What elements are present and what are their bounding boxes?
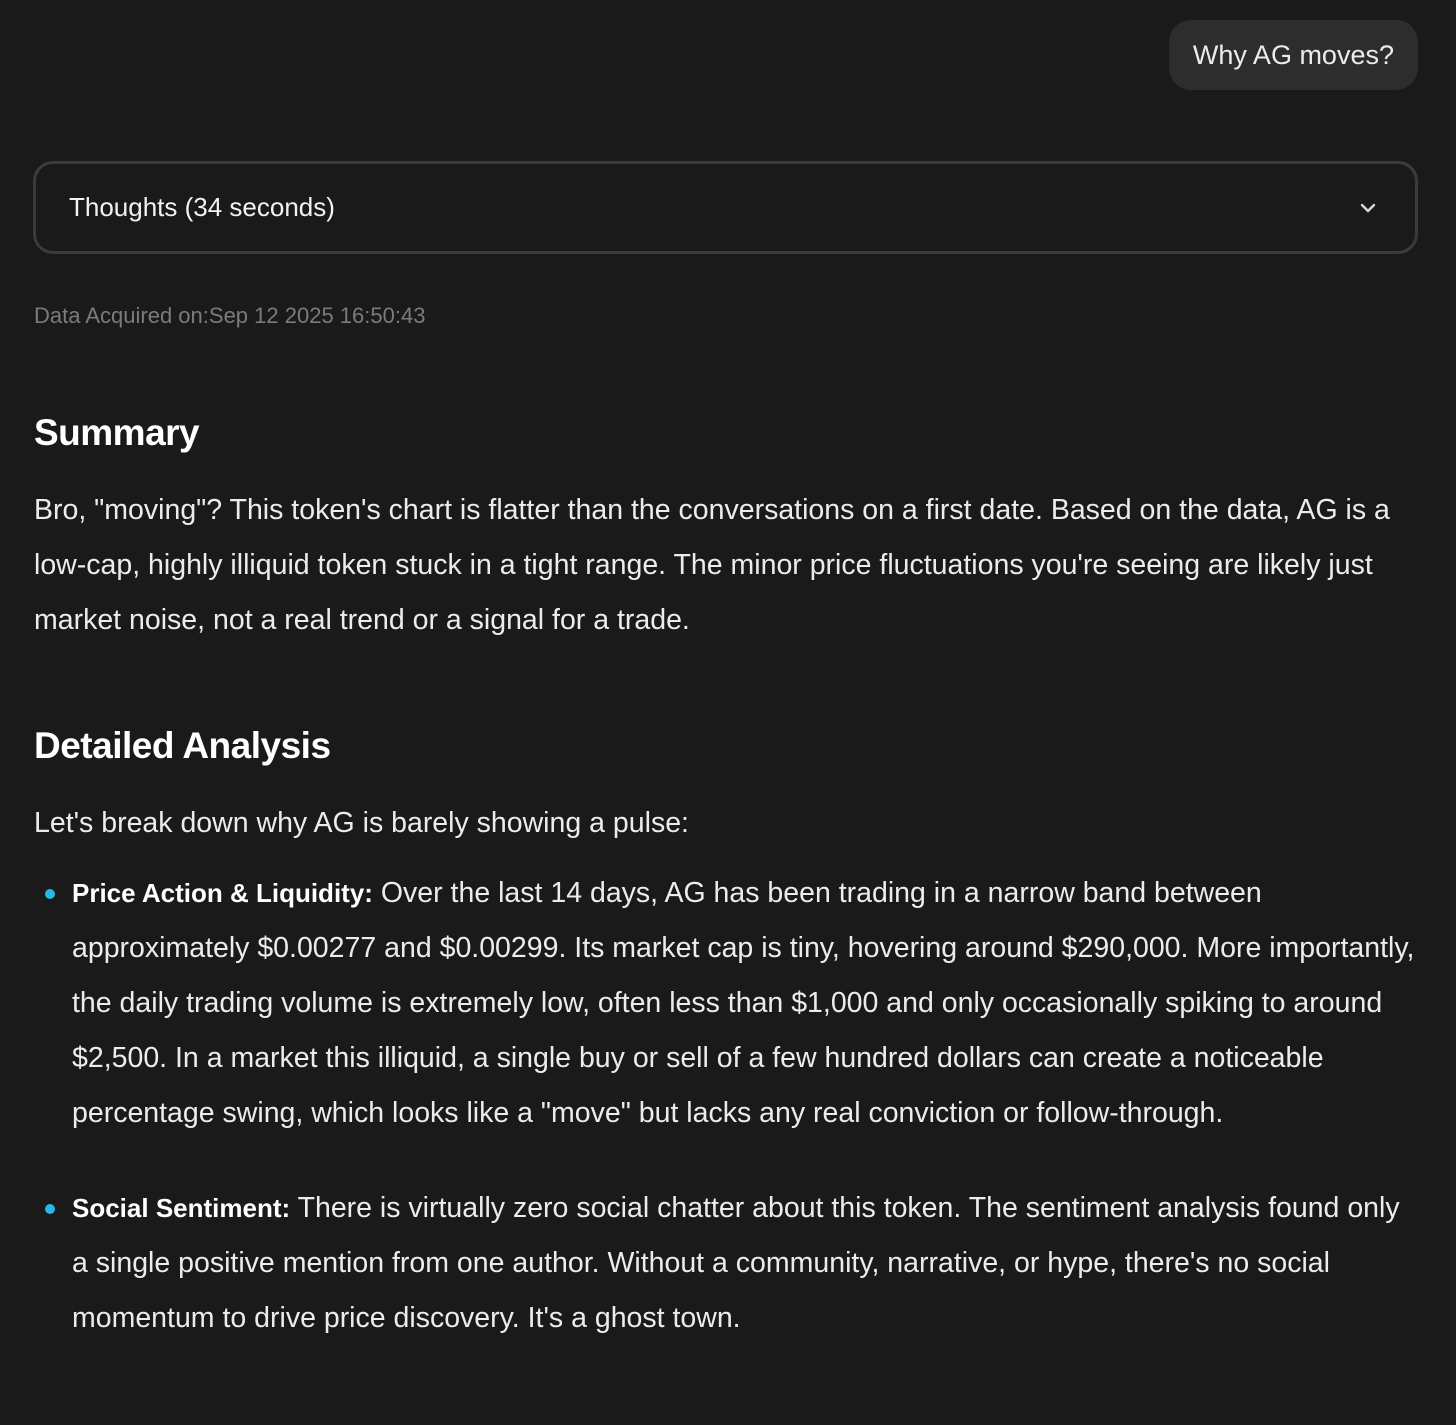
data-acquired-timestamp: Data Acquired on:Sep 12 2025 16:50:43 bbox=[34, 303, 426, 328]
summary-paragraph: Bro, "moving"? This token's chart is flatter than the conversations on a first date. Based on the data, AG is a low-cap, highly illiquid token stuck in a tight range. The minor price fluctuations you're seeing are likely just market noise, not a real trend or a signal for a trade. bbox=[34, 494, 1390, 636]
bullet-text: Over the last 14 days, AG has been trading in a narrow band between approximately $0.00277 and $0.00299. Its market cap is tiny, hovering around $290,000. More importantly, the daily trading volume is extremely low, often less than $1,000 and only occasionally spiking to around $2,500. In a market this illiquid, a single buy or sell of a few hundred dollars can create a noticeable percentage swing, which looks like a "move" but lacks any real conviction or follow-through. bbox=[72, 877, 1415, 1129]
thoughts-label: Thoughts (34 seconds) bbox=[69, 192, 335, 222]
bullet-lead: Social Sentiment: bbox=[72, 1193, 291, 1223]
thoughts-toggle[interactable] bbox=[33, 161, 1418, 254]
chevron-down-icon bbox=[1357, 197, 1379, 219]
summary-heading: Summary bbox=[34, 412, 200, 453]
user-message-text: Why AG moves? bbox=[1192, 39, 1394, 70]
user-message-bubble bbox=[1169, 20, 1418, 90]
bullet-dot-icon bbox=[45, 1204, 55, 1214]
analysis-bullet-list bbox=[0, 866, 1456, 1346]
bullet-text: There is virtually zero social chatter about this token. The sentiment analysis found only a single positive mention from one author. Without a community, narrative, or hype, there's no social momentum to drive price discovery. It's a ghost town. bbox=[72, 1192, 1400, 1334]
bullet-price-action bbox=[0, 866, 1422, 1141]
detailed-analysis-intro: Let's break down why AG is barely showing a pulse: bbox=[34, 807, 689, 839]
bullet-lead: Price Action & Liquidity: bbox=[72, 878, 373, 908]
detailed-analysis-heading: Detailed Analysis bbox=[34, 725, 331, 766]
bullet-dot-icon bbox=[45, 889, 55, 899]
bullet-social-sentiment bbox=[0, 1181, 1422, 1346]
